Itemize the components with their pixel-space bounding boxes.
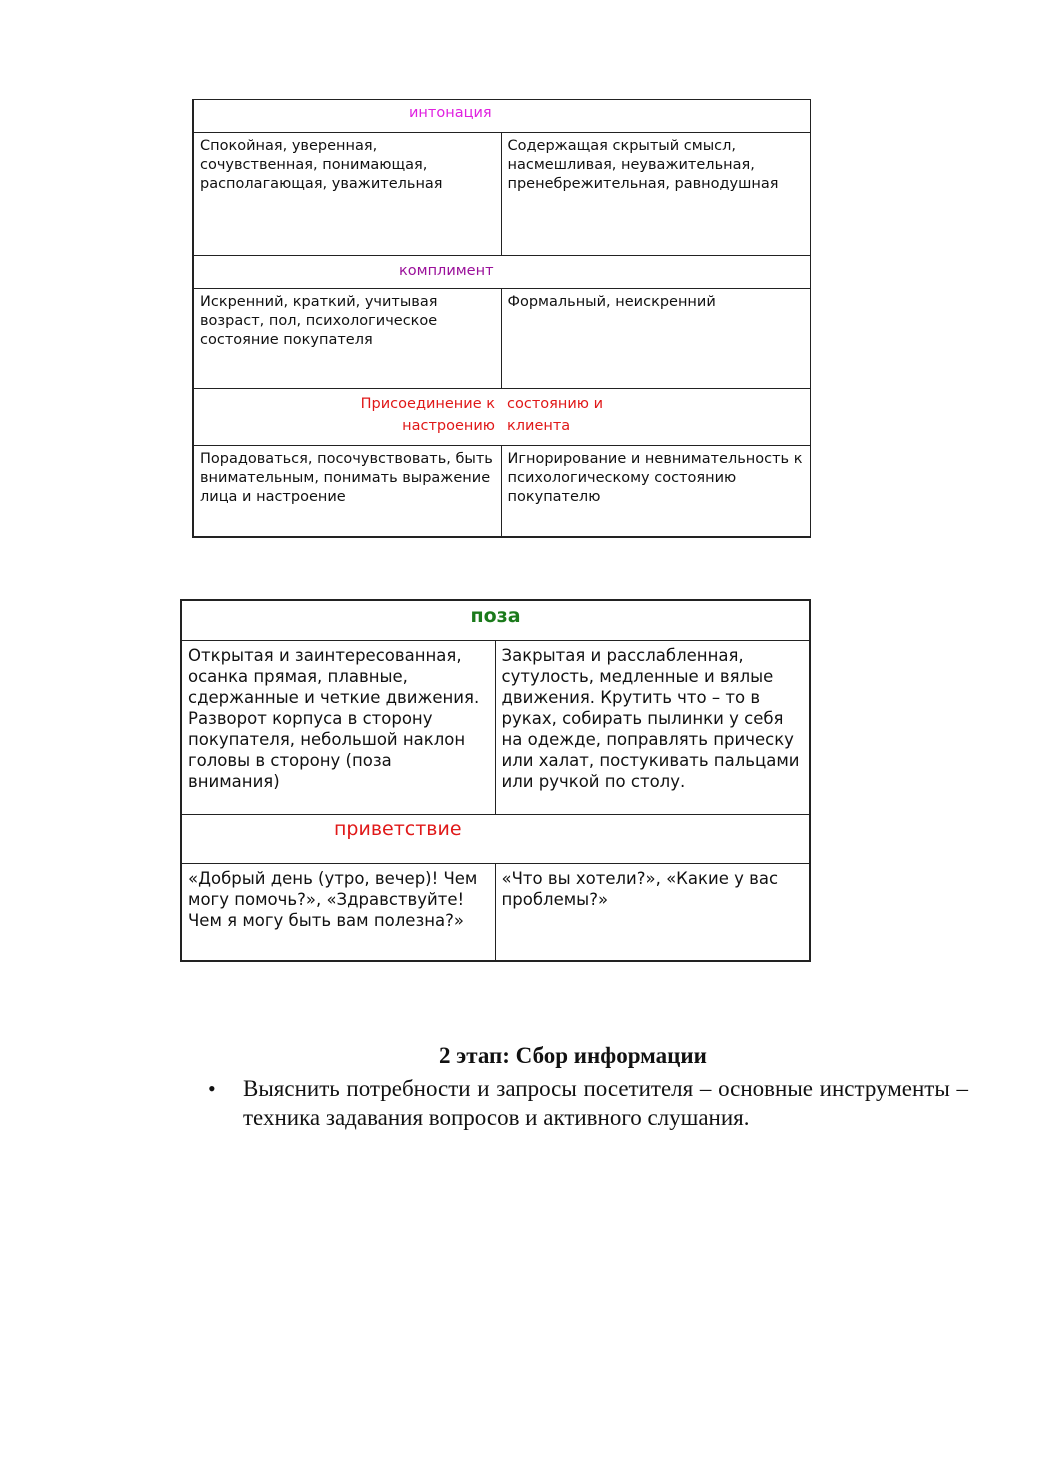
bullet-item <box>208 1074 968 1132</box>
intonation-bad-cell <box>501 133 810 256</box>
pose-good-cell <box>181 641 495 815</box>
bullet-icon: • <box>208 1076 216 1101</box>
join-header-right-line2: клиента <box>507 418 571 434</box>
compliment-header: комплимент <box>399 263 494 279</box>
greeting-bad-cell <box>495 864 810 962</box>
join-header-right-line1: состоянию и <box>507 396 603 412</box>
join-header-left <box>193 389 501 446</box>
join-bad-cell <box>501 446 810 538</box>
interaction-table-2 <box>180 599 811 962</box>
pose-bad-cell <box>495 641 810 815</box>
greeting-good-cell <box>181 864 495 962</box>
greeting-header: приветствие <box>334 818 462 840</box>
join-header-left-line2: настроению <box>402 418 495 434</box>
compliment-bad: Формальный, неискренний <box>507 294 716 310</box>
intonation-header-cell <box>193 100 810 133</box>
pose-bad: Закрытая и расслабленная, сутулость, медленные и вялые движения. Крутить что – то в руках, собирать пылинки у себя на одежде, поправлять прическу или халат, постукивать пальцами или ручкой по столу. <box>501 646 800 791</box>
intonation-header: интонация <box>409 105 492 121</box>
compliment-header-cell <box>193 256 810 289</box>
greeting-good: «Добрый день (утро, вечер)! Чем могу помочь?», «Здравствуйте! Чем я могу быть вам полезна?» <box>188 869 478 930</box>
compliment-bad-cell <box>501 289 810 389</box>
intonation-bad: Содержащая скрытый смысл, насмешливая, неуважительная, пренебрежительная, равнодушная <box>507 138 779 192</box>
stage-title: 2 этап: Сбор информации <box>439 1043 707 1068</box>
pose-header-cell <box>181 600 810 641</box>
pose-good: Открытая и заинтересованная, осанка прямая, плавные, сдержанные и четкие движения. Разворот корпуса в сторону покупателя, небольшой наклон головы в сторону (поза внимания) <box>188 646 480 791</box>
intonation-good-cell <box>193 133 501 256</box>
interaction-table-1 <box>192 99 811 538</box>
compliment-good-cell <box>193 289 501 389</box>
greeting-bad: «Что вы хотели?», «Какие у вас проблемы?» <box>501 869 779 909</box>
bullet-text: Выяснить потребности и запросы посетителя – основные инструменты – техника задавания вопросов и активного слушания. <box>243 1076 968 1130</box>
pose-header: поза <box>470 605 521 627</box>
join-good-cell <box>193 446 501 538</box>
join-header-right <box>501 389 810 446</box>
compliment-good: Искренний, краткий, учитывая возраст, пол, психологическое состояние покупателя <box>200 294 438 348</box>
greeting-header-cell <box>181 815 810 864</box>
join-bad: Игнорирование и невнимательность к психологическому состоянию покупателю <box>507 451 803 505</box>
intonation-good: Спокойная, уверенная, сочувственная, понимающая, располагающая, уважительная <box>200 138 443 192</box>
join-header-left-line1: Присоединение к <box>360 396 495 412</box>
join-good: Порадоваться, посочувствовать, быть внимательным, понимать выражение лица и настроение <box>200 451 493 505</box>
